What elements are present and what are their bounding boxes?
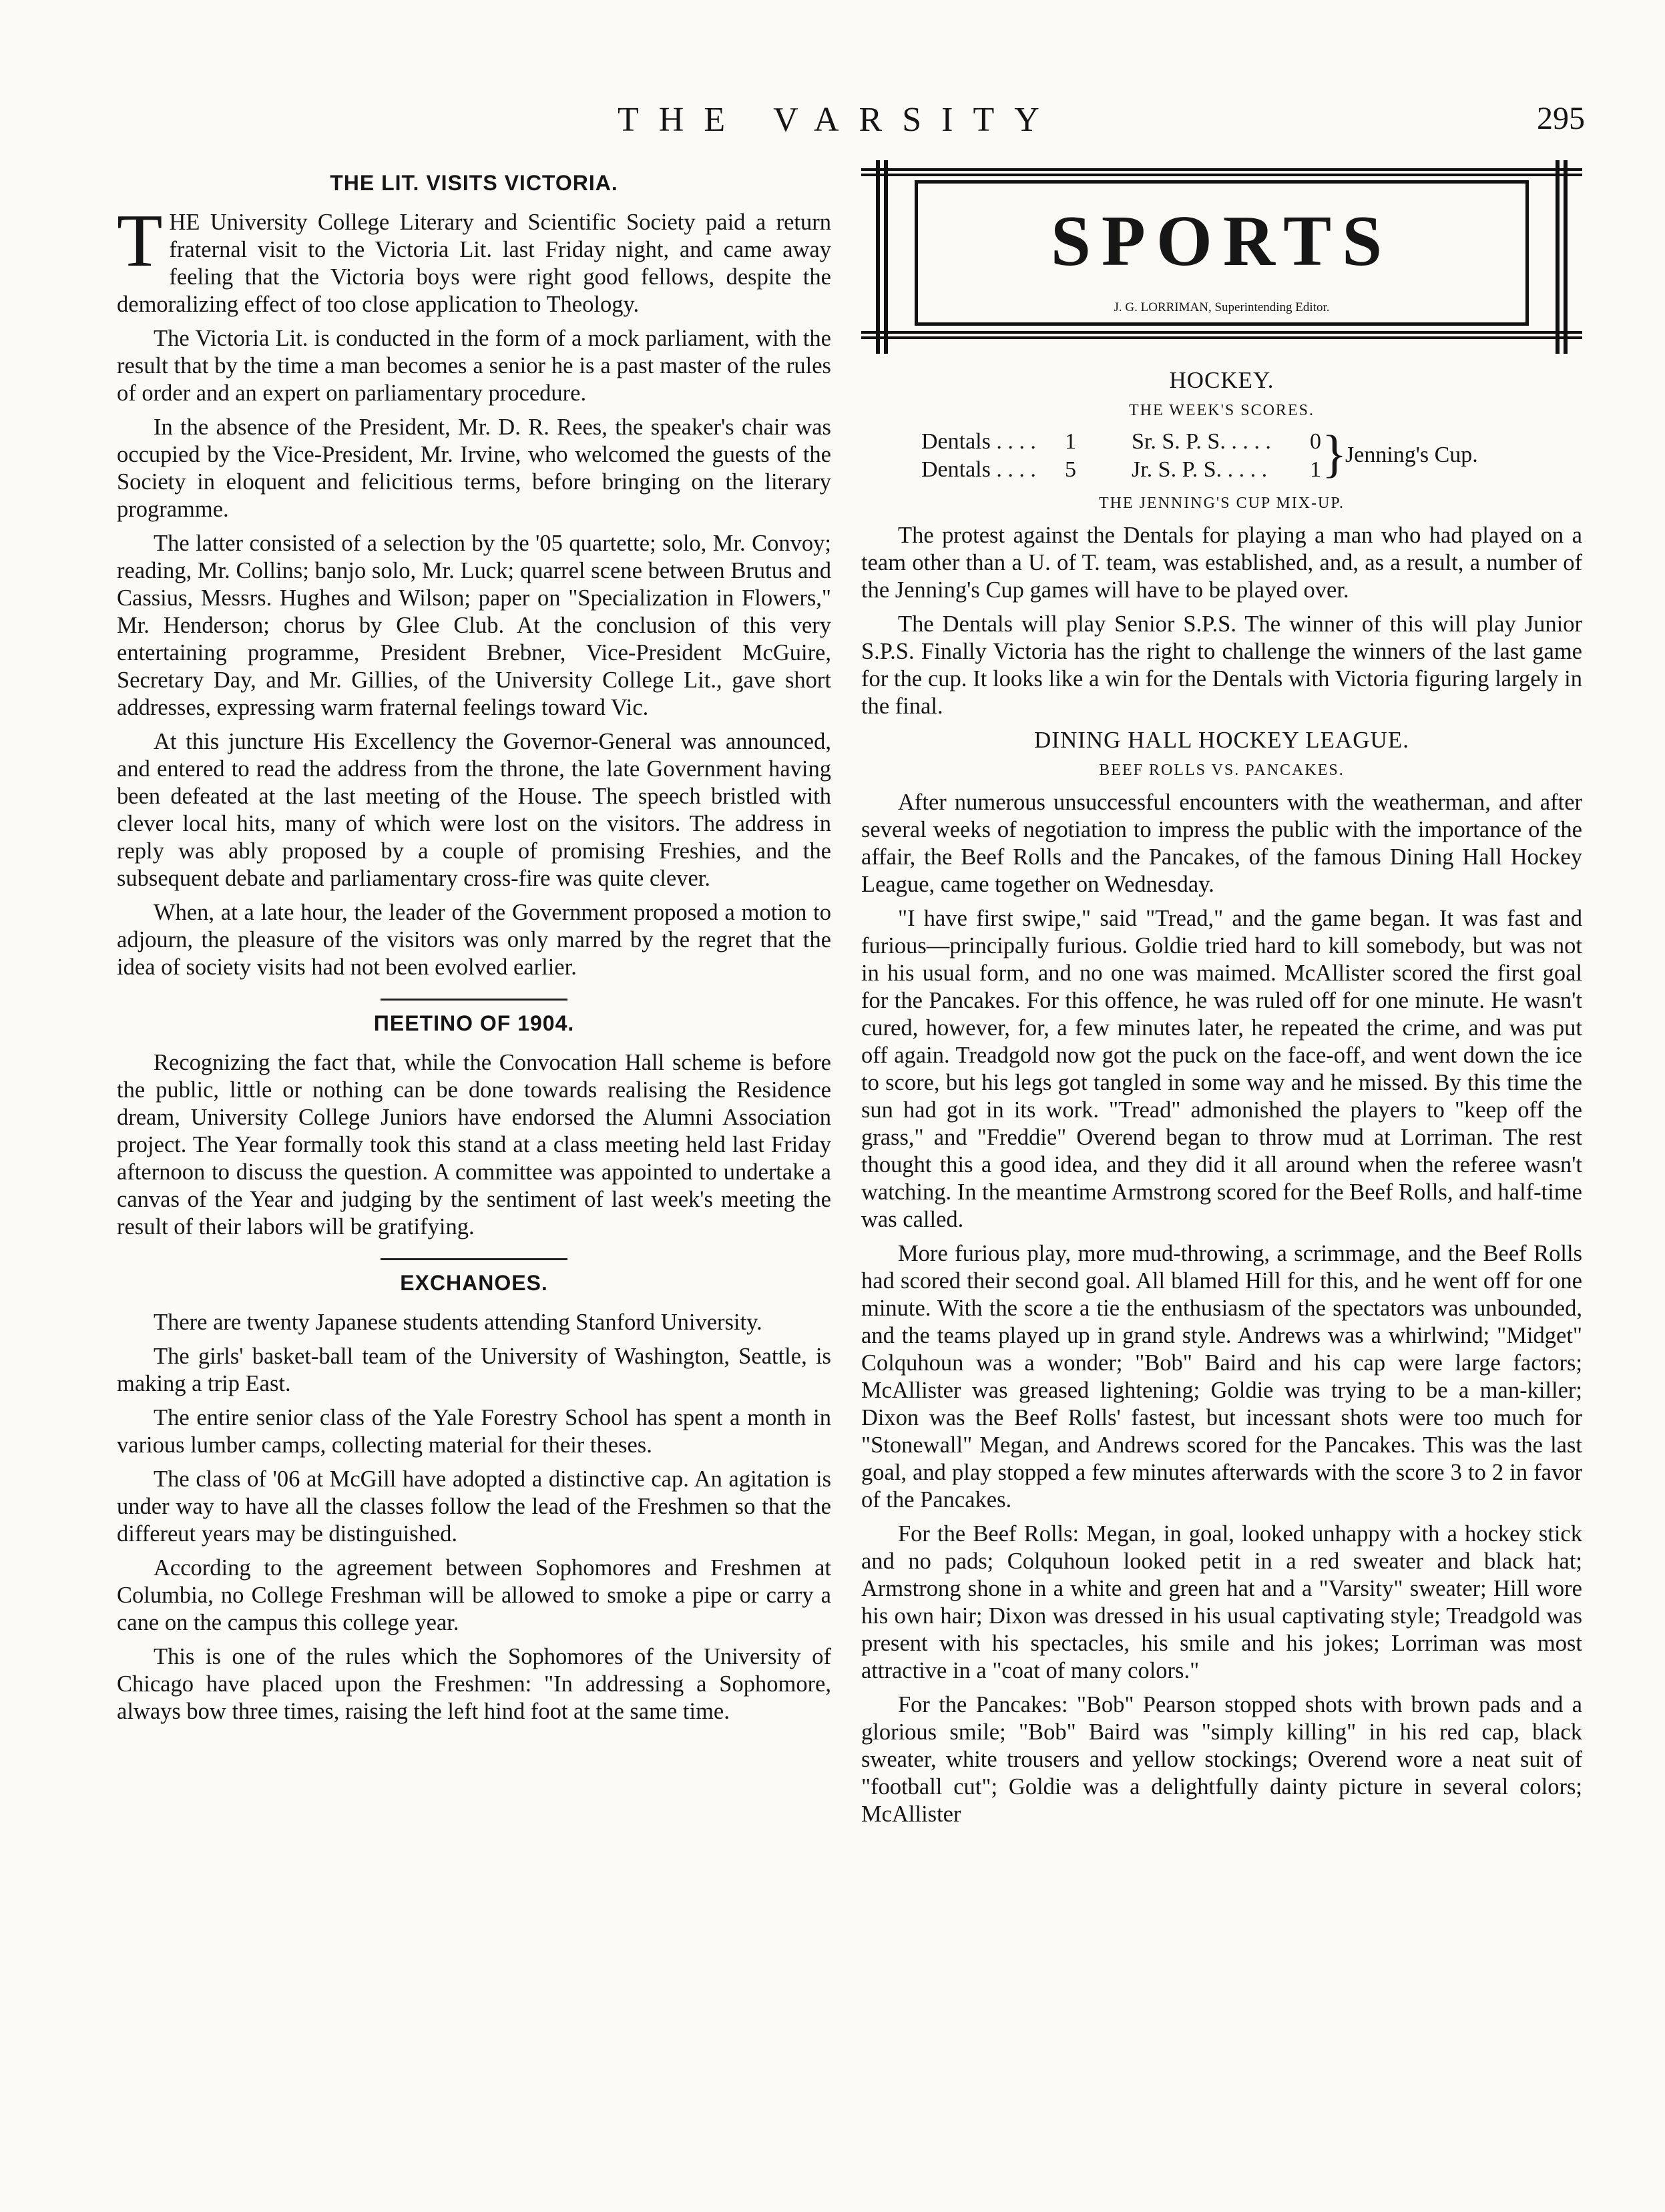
article-paragraph: "I have first swipe," said "Tread," and the game began. It was fast and furious—principally furious. Goldie tried hard to kill somebody, but was not in his usual form, and no one was maimed. McAllister scored the first goal for the Pancakes. For this offence, he was ruled off for one minute. He wasn't cured, however, for, a few minutes later, he repeated the crime, and was put off again. Treadgold now got the puck on the face-off, and went down the ice to score, but his legs got tangled in some way and he missed. By this time the sun had got in its work. "Tread" admonished the players to "keep off the grass," and "Freddie" Overend began to throw mud at Lorriman. The rest thought this a good idea, and they did it all around when the referee wasn't watching. In the meantime Armstrong scored for the Beef Rolls, and half-time was called. — [861, 906, 1582, 1232]
article-subheading: THE JENNING'S CUP MIX-UP. — [1098, 495, 1345, 512]
publication-title: THE VARSITY — [618, 101, 1059, 139]
article-paragraph: The latter consisted of a selection by the '05 quartette; solo, Mr. Convoy; reading, Mr. Collins; banjo solo, Mr. Luck; quarrel scene between Brutus and Cassius, Messrs. Hughes and Wilson; paper on "Specialization in Flowers," Mr. Henderson; chorus by Glee Club. At the conclusion of this very entertaining programme, President Brebner, Vice-President McGuire, Secretary Day, and Mr. Gillies, of the University College Lit., gave short addresses, expressing warm fraternal feelings toward Vic. — [117, 531, 831, 720]
article-paragraph: For the Pancakes: "Bob" Pearson stopped shots with brown pads and a glorious smile; "Bob" Baird was "simply killing" in his red cap, black sweater, white trousers and yellow stockings; Overend wore a neat suit of "football cut"; Goldie was a delightfully dainty picture in several colors; McAllister — [861, 1692, 1582, 1827]
lit-visits-victoria-article — [117, 171, 831, 981]
sports-title: SPORTS — [1050, 202, 1393, 281]
article-paragraph: According to the agreement between Sophomores and Freshmen at Columbia, no College Freshman will be allowed to smoke a pipe or carry a cane on the campus this college year. — [117, 1555, 831, 1635]
article-paragraph: The Victoria Lit. is conducted in the form of a mock parliament, with the result that by the time a man becomes a senior he is a past master of the rules of order and an expert on parliamentary procedure. — [117, 326, 831, 406]
article-paragraph: When, at a late hour, the leader of the Government proposed a motion to adjourn, the pleasure of the visitors was only marred by the regret that the idea of society visits had not been evolved earlier. — [117, 900, 831, 980]
paragraph-text: HE University College Literary and Scientific Society paid a return fraternal visit to the Victoria Lit. last Friday night, and came away feeling that the Victoria boys were right good fellows, despite the demoralizing effect of too close application to Theology. — [117, 210, 831, 317]
left-column — [117, 160, 831, 1732]
exchanges-article — [117, 1271, 831, 1725]
article-paragraph: There are twenty Japanese students attending Stanford University. — [154, 1310, 762, 1335]
banner-rule — [861, 174, 1582, 176]
banner-rule — [861, 331, 1582, 334]
right-column — [861, 160, 1582, 1835]
score-opponent: Jr. S. P. S. . . . . — [1132, 457, 1268, 482]
article-paragraph: For the Beef Rolls: Megan, in goal, looked unhappy with a hockey stick and no pads; Colquhoun looked petit in a red sweater and black hat; Armstrong shone in a white and green hat and a "Varsity" sweater; Hill wore his own hair; Dixon was dressed in his usual captivating style; Treadgold was present with his spectacles, his smile and his jokes; Lorriman was most attractive in a "coat of many colors." — [861, 1521, 1582, 1683]
scores-table — [861, 425, 1582, 487]
article-heading: ΠEETINO OF 1904. — [373, 1011, 575, 1035]
sports-banner — [861, 160, 1582, 354]
article-heading: HOCKEY. — [1169, 367, 1274, 393]
banner-post — [1556, 160, 1560, 354]
article-paragraph: This is one of the rules which the Sophomores of the University of Chicago have placed upon the Freshmen: "In addressing a Sophomore, always bow three times, raising the left hind foot at the same time. — [117, 1644, 831, 1724]
banner-rule — [861, 336, 1582, 339]
section-divider — [381, 1258, 567, 1260]
score-team: Dentals . . . . — [921, 457, 1036, 482]
drop-cap: T — [117, 200, 163, 282]
score-points: 5 — [1065, 457, 1076, 482]
article-paragraph: The Dentals will play Senior S.P.S. The winner of this will play Junior S.P.S. Finally Victoria has the right to challenge the winners of the last game for the cup. It looks like a win for the Dentals with Victoria figuring largely in the final. — [861, 611, 1582, 719]
article-paragraph: In the absence of the President, Mr. D. R. Rees, the speaker's chair was occupied by the Vice-President, Mr. Irvine, who welcomed the guests of the Society in eloquent and felicitious terms, before bringing on the literary programme. — [117, 414, 831, 522]
article-subheading: THE WEEK'S SCORES. — [1129, 402, 1315, 419]
score-points: 1 — [1310, 457, 1321, 482]
article-heading: EXCHANOES. — [400, 1271, 548, 1295]
article-paragraph: After numerous unsuccessful encounters with the weatherman, and after several weeks of negotiation to impress the public with the importance of the affair, the Beef Rolls and the Pancakes, of the famous Dining Hall Hockey League, came together on Wednesday. — [861, 790, 1582, 897]
dining-hall-article — [861, 727, 1582, 1828]
article-paragraph: The entire senior class of the Yale Forestry School has spent a month in various lumber camps, collecting material for their theses. — [117, 1405, 831, 1458]
page-number: 295 — [1537, 101, 1585, 136]
meeting-article — [117, 1011, 831, 1241]
cup-label: Jenning's Cup. — [1345, 443, 1478, 467]
score-team: Dentals . . . . — [921, 429, 1036, 454]
article-paragraph: The class of '06 at McGill have adopted a distinctive cap. An agitation is under way to have all the classes follow the lead of the Freshmen so that the differeut years may be distinguished. — [117, 1466, 831, 1547]
editor-credit: J. G. LORRIMAN, Superintending Editor. — [1114, 300, 1330, 314]
article-paragraph: At this juncture His Excellency the Governor-General was announced, and entered to read the address from the throne, the late Government having been defeated at the last meeting of the House. The speech bristled with clever local hits, many of which were lost on the visitors. The address in reply was ably proposed by a couple of promising Freshies, and the subsequent debate and parliamentary cross-fire was quite clever. — [117, 729, 831, 891]
score-points: 0 — [1310, 429, 1321, 454]
article-paragraph: Recognizing the fact that, while the Convocation Hall scheme is before the public, little or nothing can be done towards realising the Residence dream, University College Juniors have endorsed the Alumni Association project. The Year formally took this stand at a class meeting held last Friday afternoon to discuss the question. A committee was appointed to undertake a canvas of the Year and judging by the sentiment of last week's meeting the result of their labors will be gratifying. — [117, 1050, 831, 1239]
article-paragraph — [117, 200, 831, 318]
article-subheading: BEEF ROLLS VS. PANCAKES. — [1099, 762, 1345, 779]
section-divider — [381, 999, 567, 1001]
article-heading: DINING HALL HOCKEY LEAGUE. — [1034, 727, 1409, 753]
banner-post — [876, 160, 880, 354]
article-paragraph: More furious play, more mud-throwing, a scrimmage, and the Beef Rolls had scored their second goal. All blamed Hill for this, and he went off for one minute. With the score a tie the enthusiasm of the spectators was unbounded, and the teams played up in grand style. Andrews was a whirlwind; "Midget" Colquhoun was a wonder; "Bob" Baird and his cap were large factors; McAllister was greased lightening; Goldie was trying to be a man-killer; Dixon was the Beef Rolls' fastest, but incessant shots were too much for "Stonewall" Megan, and Andrews scored for the Pancakes. This was the last goal, and play stopped a few minutes afterwards with the score 3 to 2 in favor of the Pancakes. — [861, 1241, 1582, 1512]
hockey-article — [861, 367, 1582, 720]
banner-post — [1564, 160, 1568, 354]
article-paragraph: The protest against the Dentals for playing a man who had played on a team other than a U. of T. team, was established, and, as a result, a number of the Jenning's Cup games will have to be played over. — [861, 523, 1582, 603]
article-paragraph: The girls' basket-ball team of the University of Washington, Seattle, is making a trip East. — [117, 1344, 831, 1396]
banner-rule — [861, 168, 1582, 171]
brace-glyph: } — [1322, 425, 1347, 483]
score-opponent: Sr. S. P. S. . . . . — [1132, 429, 1271, 454]
article-heading: THE LIT. VISITS VICTORIA. — [330, 171, 618, 195]
running-header — [0, 100, 1665, 147]
score-points: 1 — [1065, 429, 1076, 454]
banner-post — [884, 160, 888, 354]
